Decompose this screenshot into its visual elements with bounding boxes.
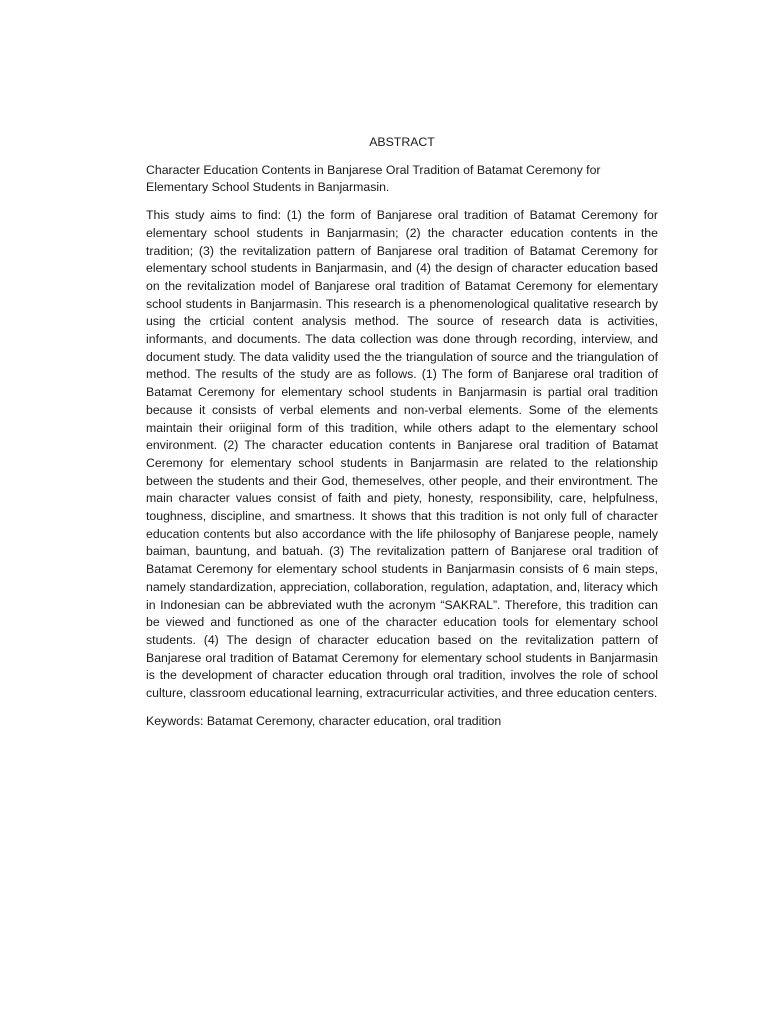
abstract-heading: ABSTRACT — [369, 135, 435, 149]
document-page — [146, 134, 658, 731]
keywords-line: Keywords: Batamat Ceremony, character education, oral tradition — [146, 713, 502, 728]
paper-title: Character Education Contents in Banjarese Oral Tradition of Batamat Ceremony for Elementary School Students in Banjarmasin. — [146, 162, 601, 195]
abstract-body: This study aims to find: (1) the form of Banjarese oral tradition of Batamat Ceremony for elementary school students in Banjarmasin; (2) the character education contents in the tradition; (3) the revitalization pattern of Banjarese oral tradition of Batamat Ceremony for elementary school students in Banjarmasin, and (4) the design of character education based on the revitalization model of Banjarese oral tradition of Batamat Ceremony for elementary school students in Banjarmasin. This research is a phenomenological qualitative research by using the crticial content analysis method. The source of research data is activities, informants, and documents. The data collection was done through recording, interview, and document study. The data validity used the the triangulation of source and the triangulation of method. The results of the study are as follows. (1) The form of Banjarese oral tradition of Batamat Ceremony for elementary school students in Banjarmasin is partial oral tradition because it consists of verbal elements and non-verbal elements. Some of the elements maintain their oriiginal form of this tradition, while others adapt to the elementary school environment. (2) The character education contents in Banjarese oral tradition of Batamat Ceremony for elementary school students in Banjarmasin are related to the relationship between the students and their God, themeselves, other people, and their environtment. The main character values consist of faith and piety, honesty, responsibility, care, helpfulness, toughness, discipline, and smartness. It shows that this tradition is not only full of character education contents but also accordance with the life philosophy of Banjarese people, namely baiman, bauntung, and batuah. (3) The revitalization pattern of Banjarese oral tradition of Batamat Ceremony for elementary school students in Banjarmasin consists of 6 main steps, namely standardization, appreciation, collaboration, regulation, adaptation, and, literacy which in Indonesian can be abbreviated wuth the acronym “SAKRAL”. Therefore, this tradition can be viewed and functioned as one of the character education tools for elementary school students. (4) The design of character education based on the revitalization pattern of Banjarese oral tradition of Batamat Ceremony for elementary school students in Banjarmasin is the development of character education through oral tradition, involves the role of school culture, classroom educational learning, extracurricular activities, and three education centers. — [146, 208, 658, 701]
